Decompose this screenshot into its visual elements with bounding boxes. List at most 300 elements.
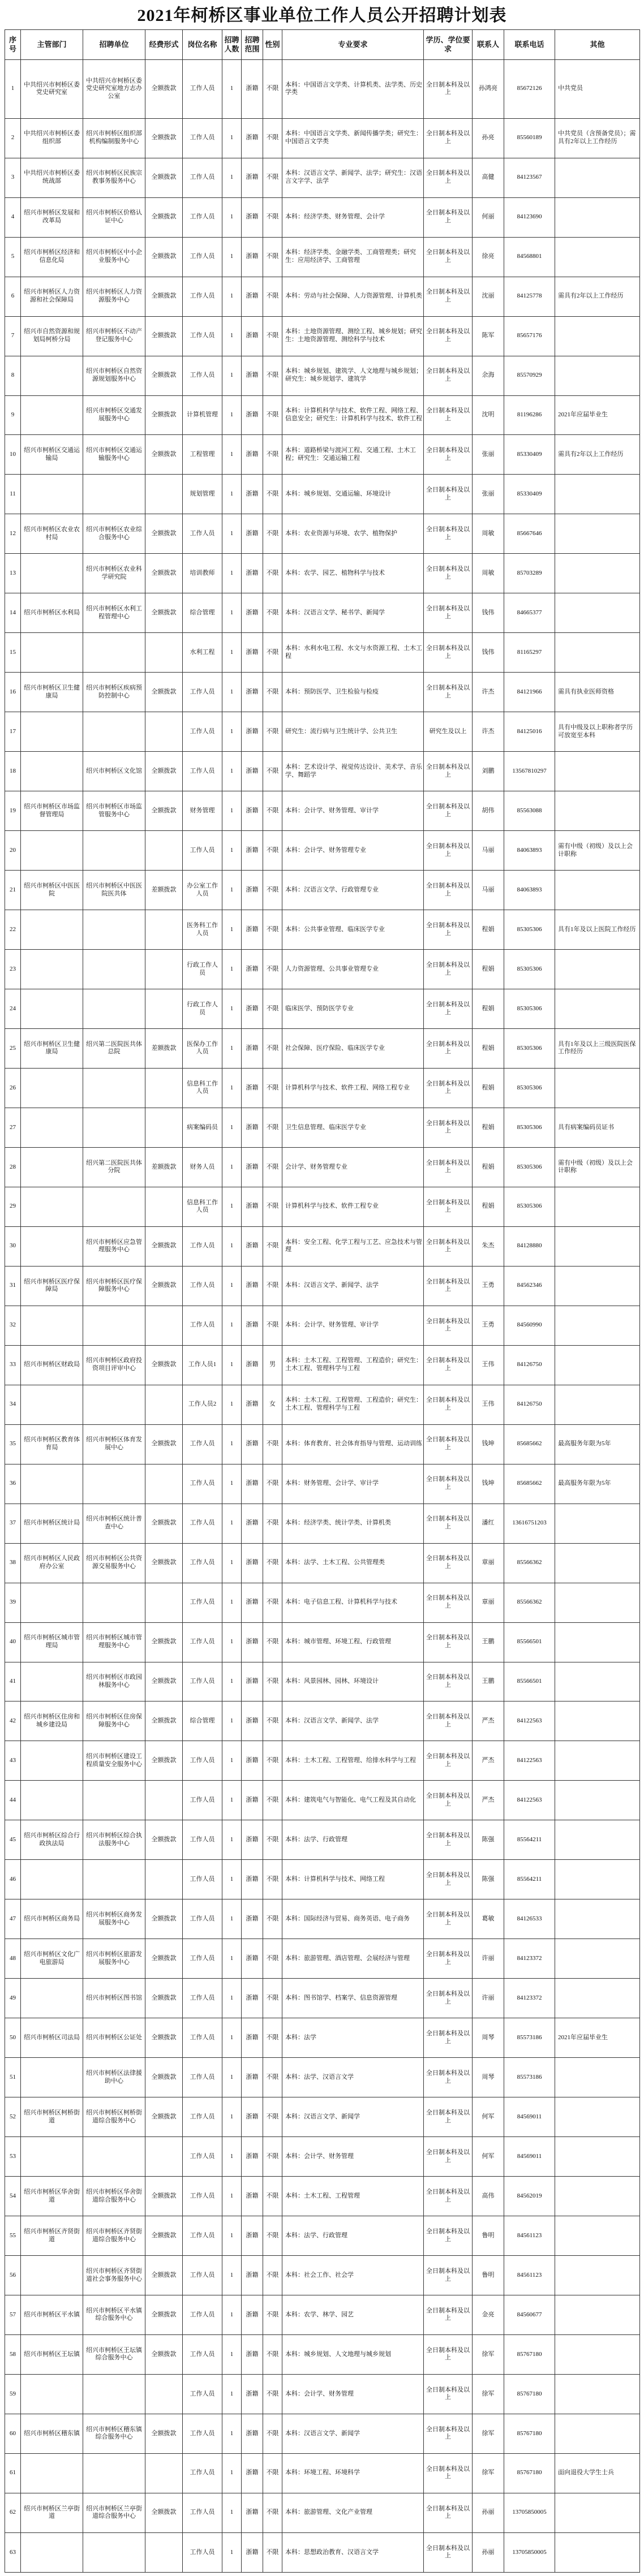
gender-cell: 不限 xyxy=(263,1424,282,1464)
education-cell: 全日制本科及以上 xyxy=(424,1108,473,1147)
table-row xyxy=(5,395,640,435)
scope-cell: 浙籍 xyxy=(242,2532,263,2572)
major-requirement-cell: 本科：安全工程、化学工程与工艺、应急技术与管理 xyxy=(282,1226,424,1266)
other-cell xyxy=(555,2295,640,2335)
gender-cell: 不限 xyxy=(263,1860,282,1899)
other-cell xyxy=(555,1781,640,1820)
table-row xyxy=(5,2532,640,2572)
education-cell: 全日制本科及以上 xyxy=(424,1622,473,1662)
count-cell: 1 xyxy=(222,1662,242,1701)
gender-cell: 不限 xyxy=(263,1939,282,1979)
funding-cell: 全额拨款 xyxy=(145,2414,183,2453)
funding-cell xyxy=(145,1781,183,1820)
department-cell xyxy=(21,1860,83,1899)
education-cell: 全日制本科及以上 xyxy=(424,2295,473,2335)
major-requirement-cell: 本科：农学、林学、园艺 xyxy=(282,2295,424,2335)
table-row xyxy=(5,673,640,712)
contact-cell: 孙丽 xyxy=(473,2532,504,2572)
gender-cell: 不限 xyxy=(263,197,282,237)
major-requirement-cell: 计算机科学与技术、软件工程、网络工程专业 xyxy=(282,1068,424,1108)
major-requirement-cell: 本科：计算机科学与技术、网络工程 xyxy=(282,1860,424,1899)
phone-cell: 84121966 xyxy=(504,673,555,712)
education-cell: 全日制本科及以上 xyxy=(424,2414,473,2453)
gender-cell: 不限 xyxy=(263,1662,282,1701)
other-cell xyxy=(555,316,640,356)
funding-cell xyxy=(145,1306,183,1345)
serial-cell: 18 xyxy=(5,752,21,791)
count-cell: 1 xyxy=(222,237,242,277)
table-row xyxy=(5,1583,640,1622)
unit-cell xyxy=(83,831,145,871)
gender-cell: 不限 xyxy=(263,2097,282,2137)
serial-cell: 3 xyxy=(5,158,21,197)
contact-cell: 程娟 xyxy=(473,989,504,1029)
unit-cell: 绍兴市柯桥区平水镇综合服务中心 xyxy=(83,2295,145,2335)
count-cell: 1 xyxy=(222,2414,242,2453)
other-cell xyxy=(555,1583,640,1622)
phone-cell: 85305306 xyxy=(504,1187,555,1226)
post-cell: 工作人员 xyxy=(183,1820,222,1860)
scope-cell: 浙籍 xyxy=(242,752,263,791)
education-cell: 全日制本科及以上 xyxy=(424,475,473,514)
count-cell: 1 xyxy=(222,1543,242,1583)
department-cell: 绍兴市柯桥区稽东镇 xyxy=(21,2414,83,2453)
post-cell: 工作人员 xyxy=(183,2097,222,2137)
gender-cell: 不限 xyxy=(263,950,282,989)
unit-cell: 绍兴市柯桥区市场监管服务中心 xyxy=(83,791,145,831)
post-cell: 工作人员 xyxy=(183,2058,222,2097)
unit-cell: 绍兴市柯桥区民族宗教事务服务中心 xyxy=(83,158,145,197)
department-cell: 绍兴市柯桥区兰亭街道 xyxy=(21,2493,83,2532)
serial-cell: 8 xyxy=(5,356,21,395)
table-row xyxy=(5,2374,640,2414)
scope-cell: 浙籍 xyxy=(242,910,263,950)
serial-cell: 7 xyxy=(5,316,21,356)
department-cell: 绍兴市柯桥区财政局 xyxy=(21,1345,83,1385)
gender-cell: 不限 xyxy=(263,356,282,395)
serial-cell: 35 xyxy=(5,1424,21,1464)
department-cell: 绍兴市柯桥区交通运输局 xyxy=(21,435,83,475)
contact-cell: 徐亮 xyxy=(473,237,504,277)
table-row xyxy=(5,277,640,316)
major-requirement-cell: 本科：体育教育、社会体育指导与管理、运动训练 xyxy=(282,1424,424,1464)
scope-cell: 浙籍 xyxy=(242,1266,263,1306)
major-requirement-cell: 计算机科学与技术、软件工程专业 xyxy=(282,1187,424,1226)
scope-cell: 浙籍 xyxy=(242,2177,263,2216)
phone-cell: 84569011 xyxy=(504,2137,555,2177)
scope-cell: 浙籍 xyxy=(242,1464,263,1504)
gender-cell: 不限 xyxy=(263,1979,282,2018)
funding-cell: 全额拨款 xyxy=(145,1939,183,1979)
serial-cell: 54 xyxy=(5,2177,21,2216)
phone-cell: 84562019 xyxy=(504,2177,555,2216)
unit-cell xyxy=(83,2453,145,2493)
major-requirement-cell: 本科：会计学、财务管理 xyxy=(282,2374,424,2414)
serial-cell: 5 xyxy=(5,237,21,277)
contact-cell: 程娟 xyxy=(473,1108,504,1147)
post-cell: 工作人员 xyxy=(183,1504,222,1543)
funding-cell xyxy=(145,1464,183,1504)
phone-cell: 85305306 xyxy=(504,910,555,950)
gender-cell: 不限 xyxy=(263,60,282,119)
post-cell: 工程管理 xyxy=(183,435,222,475)
education-cell: 全日制本科及以上 xyxy=(424,831,473,871)
education-cell: 全日制本科及以上 xyxy=(424,950,473,989)
unit-cell xyxy=(83,633,145,673)
education-cell: 全日制本科及以上 xyxy=(424,1306,473,1345)
gender-cell: 不限 xyxy=(263,277,282,316)
table-row xyxy=(5,2216,640,2256)
unit-cell: 绍兴市柯桥区公共资源交易服务中心 xyxy=(83,1543,145,1583)
other-cell xyxy=(555,554,640,593)
other-cell: 需有中级（初级）及以上会计职称 xyxy=(555,831,640,871)
contact-cell: 王勇 xyxy=(473,1266,504,1306)
scope-cell: 浙籍 xyxy=(242,791,263,831)
phone-cell: 84125778 xyxy=(504,277,555,316)
contact-cell: 严杰 xyxy=(473,1781,504,1820)
gender-cell: 不限 xyxy=(263,2018,282,2058)
unit-cell: 绍兴市柯桥区应急管理服务中心 xyxy=(83,1226,145,1266)
contact-cell: 许丽 xyxy=(473,1939,504,1979)
table-row xyxy=(5,2295,640,2335)
scope-cell: 浙籍 xyxy=(242,1583,263,1622)
major-requirement-cell: 本科：汉语言文学、新闻学、法学；研究生：汉语言文字学、法学 xyxy=(282,158,424,197)
major-requirement-cell: 本科：农学、园艺、植物科学与技术 xyxy=(282,554,424,593)
contact-cell: 钱伟 xyxy=(473,633,504,673)
header-cell: 联系电话 xyxy=(504,30,555,60)
unit-cell: 绍兴市柯桥区柯桥街道综合服务中心 xyxy=(83,2097,145,2137)
scope-cell: 浙籍 xyxy=(242,2414,263,2453)
education-cell: 全日制本科及以上 xyxy=(424,2256,473,2295)
education-cell: 全日制本科及以上 xyxy=(424,277,473,316)
contact-cell: 钱坤 xyxy=(473,1424,504,1464)
phone-cell: 13616751203 xyxy=(504,1504,555,1543)
scope-cell: 浙籍 xyxy=(242,1939,263,1979)
unit-cell: 绍兴市柯桥区稽东镇综合服务中心 xyxy=(83,2414,145,2453)
unit-cell: 绍兴市柯桥区农业科学研究院 xyxy=(83,554,145,593)
table-row xyxy=(5,2414,640,2453)
scope-cell: 浙籍 xyxy=(242,2018,263,2058)
funding-cell xyxy=(145,831,183,871)
post-cell: 工作人员 xyxy=(183,2216,222,2256)
contact-cell: 王勇 xyxy=(473,1306,504,1345)
department-cell xyxy=(21,2137,83,2177)
other-cell xyxy=(555,1741,640,1781)
serial-cell: 61 xyxy=(5,2453,21,2493)
department-cell: 绍兴市柯桥区农业农村局 xyxy=(21,514,83,554)
table-row xyxy=(5,1029,640,1069)
department-cell: 绍兴市柯桥区人力资源和社会保障局 xyxy=(21,277,83,316)
gender-cell: 不限 xyxy=(263,1583,282,1622)
count-cell: 1 xyxy=(222,1781,242,1820)
gender-cell: 不限 xyxy=(263,1464,282,1504)
unit-cell xyxy=(83,2532,145,2572)
serial-cell: 15 xyxy=(5,633,21,673)
post-cell: 医务科工作人员 xyxy=(183,910,222,950)
unit-cell: 绍兴市柯桥区体育发展中心 xyxy=(83,1424,145,1464)
post-cell: 工作人员 xyxy=(183,1464,222,1504)
post-cell: 工作人员 xyxy=(183,1741,222,1781)
department-cell xyxy=(21,1187,83,1226)
table-row xyxy=(5,2137,640,2177)
count-cell: 1 xyxy=(222,1979,242,2018)
header-cell: 招聘单位 xyxy=(83,30,145,60)
scope-cell: 浙籍 xyxy=(242,554,263,593)
unit-cell xyxy=(83,712,145,752)
table-row xyxy=(5,118,640,158)
funding-cell: 全额拨款 xyxy=(145,1424,183,1464)
scope-cell: 浙籍 xyxy=(242,237,263,277)
education-cell: 全日制本科及以上 xyxy=(424,237,473,277)
other-cell xyxy=(555,1543,640,1583)
major-requirement-cell: 本科：社会工作、社会学 xyxy=(282,2256,424,2295)
contact-cell: 章丽 xyxy=(473,1583,504,1622)
table-row xyxy=(5,60,640,119)
header-cell: 序号 xyxy=(5,30,21,60)
phone-cell: 85703289 xyxy=(504,554,555,593)
education-cell: 全日制本科及以上 xyxy=(424,2216,473,2256)
gender-cell: 女 xyxy=(263,1385,282,1424)
funding-cell xyxy=(145,1068,183,1108)
serial-cell: 44 xyxy=(5,1781,21,1820)
funding-cell: 全额拨款 xyxy=(145,2256,183,2295)
post-cell: 工作人员 xyxy=(183,1306,222,1345)
count-cell: 1 xyxy=(222,871,242,910)
gender-cell: 不限 xyxy=(263,2334,282,2374)
unit-cell xyxy=(83,475,145,514)
scope-cell: 浙籍 xyxy=(242,1662,263,1701)
other-cell xyxy=(555,1385,640,1424)
table-row xyxy=(5,1820,640,1860)
education-cell: 全日制本科及以上 xyxy=(424,1979,473,2018)
funding-cell: 全额拨款 xyxy=(145,277,183,316)
table-row xyxy=(5,752,640,791)
education-cell: 全日制本科及以上 xyxy=(424,1266,473,1306)
funding-cell: 差额拨款 xyxy=(145,1147,183,1187)
other-cell: 中共党员（含预备党员）；需具有2年以上工作经历 xyxy=(555,118,640,158)
serial-cell: 53 xyxy=(5,2137,21,2177)
post-cell: 工作人员 xyxy=(183,237,222,277)
other-cell: 最高服务年限为5年 xyxy=(555,1464,640,1504)
contact-cell: 鲁明 xyxy=(473,2216,504,2256)
phone-cell: 84063893 xyxy=(504,871,555,910)
gender-cell: 不限 xyxy=(263,2177,282,2216)
contact-cell: 许杰 xyxy=(473,673,504,712)
education-cell: 全日制本科及以上 xyxy=(424,989,473,1029)
contact-cell: 程娟 xyxy=(473,910,504,950)
serial-cell: 52 xyxy=(5,2097,21,2137)
table-row xyxy=(5,1424,640,1464)
unit-cell xyxy=(83,1385,145,1424)
unit-cell: 绍兴市柯桥区中医医院医共体 xyxy=(83,871,145,910)
unit-cell xyxy=(83,1464,145,1504)
education-cell: 全日制本科及以上 xyxy=(424,2532,473,2572)
table-row xyxy=(5,1701,640,1741)
post-cell: 工作人员 xyxy=(183,1939,222,1979)
phone-cell: 84123690 xyxy=(504,197,555,237)
major-requirement-cell: 本科：风景园林、园林、环境设计 xyxy=(282,1662,424,1701)
count-cell: 1 xyxy=(222,2532,242,2572)
serial-cell: 47 xyxy=(5,1899,21,1939)
education-cell: 全日制本科及以上 xyxy=(424,1504,473,1543)
scope-cell: 浙籍 xyxy=(242,60,263,119)
funding-cell xyxy=(145,989,183,1029)
phone-cell: 85573186 xyxy=(504,2058,555,2097)
gender-cell: 不限 xyxy=(263,633,282,673)
major-requirement-cell: 本科：土木工程、工程管理、工程造价；研究生：土木工程、管理科学与工程 xyxy=(282,1345,424,1385)
scope-cell: 浙籍 xyxy=(242,633,263,673)
other-cell: 中共党员 xyxy=(555,60,640,119)
phone-cell: 85563088 xyxy=(504,791,555,831)
other-cell: 2021年应届毕业生 xyxy=(555,2018,640,2058)
unit-cell: 绍兴第二医院医共体总院 xyxy=(83,1029,145,1069)
post-cell: 工作人员2 xyxy=(183,1385,222,1424)
contact-cell: 陈强 xyxy=(473,1820,504,1860)
post-cell: 行政工作人员 xyxy=(183,950,222,989)
contact-cell: 王伟 xyxy=(473,1385,504,1424)
phone-cell: 85566501 xyxy=(504,1662,555,1701)
funding-cell: 全额拨款 xyxy=(145,752,183,791)
phone-cell: 85573186 xyxy=(504,2018,555,2058)
scope-cell: 浙籍 xyxy=(242,197,263,237)
funding-cell: 全额拨款 xyxy=(145,1266,183,1306)
scope-cell: 浙籍 xyxy=(242,2334,263,2374)
education-cell: 全日制本科及以上 xyxy=(424,197,473,237)
major-requirement-cell: 本科：土木工程、工程管理 xyxy=(282,2177,424,2216)
department-cell: 绍兴市柯桥区王坛镇 xyxy=(21,2334,83,2374)
table-row xyxy=(5,2334,640,2374)
post-cell: 工作人员 xyxy=(183,712,222,752)
table-row xyxy=(5,1385,640,1424)
funding-cell xyxy=(145,2532,183,2572)
serial-cell: 41 xyxy=(5,1662,21,1701)
major-requirement-cell: 本科：经济学类、财务管理、会计学 xyxy=(282,197,424,237)
count-cell: 1 xyxy=(222,1899,242,1939)
major-requirement-cell: 本科：电子信息工程、计算机科学与技术 xyxy=(282,1583,424,1622)
education-cell: 全日制本科及以上 xyxy=(424,1424,473,1464)
gender-cell: 不限 xyxy=(263,2493,282,2532)
table-row xyxy=(5,554,640,593)
phone-cell: 84560990 xyxy=(504,1306,555,1345)
count-cell: 1 xyxy=(222,1860,242,1899)
education-cell: 全日制本科及以上 xyxy=(424,1029,473,1069)
funding-cell: 全额拨款 xyxy=(145,197,183,237)
major-requirement-cell: 本科：会计学、财务管理 xyxy=(282,2137,424,2177)
other-cell xyxy=(555,1187,640,1226)
count-cell: 1 xyxy=(222,791,242,831)
table-row xyxy=(5,1068,640,1108)
post-cell: 办公室工作人员 xyxy=(183,871,222,910)
post-cell: 工作人员 xyxy=(183,197,222,237)
scope-cell: 浙籍 xyxy=(242,1781,263,1820)
contact-cell: 何军 xyxy=(473,2097,504,2137)
post-cell: 病案编码员 xyxy=(183,1108,222,1147)
header-row xyxy=(5,30,640,60)
unit-cell: 绍兴市柯桥区政府投资项目评审中心 xyxy=(83,1345,145,1385)
funding-cell: 全额拨款 xyxy=(145,1701,183,1741)
department-cell xyxy=(21,950,83,989)
post-cell: 计算机管理 xyxy=(183,395,222,435)
funding-cell: 全额拨款 xyxy=(145,2295,183,2335)
serial-cell: 27 xyxy=(5,1108,21,1147)
contact-cell: 孙亮 xyxy=(473,118,504,158)
post-cell: 工作人员 xyxy=(183,1424,222,1464)
education-cell: 全日制本科及以上 xyxy=(424,871,473,910)
count-cell: 1 xyxy=(222,1504,242,1543)
other-cell xyxy=(555,2374,640,2414)
gender-cell: 不限 xyxy=(263,1108,282,1147)
serial-cell: 59 xyxy=(5,2374,21,2414)
other-cell xyxy=(555,791,640,831)
education-cell: 全日制本科及以上 xyxy=(424,1701,473,1741)
education-cell: 全日制本科及以上 xyxy=(424,1860,473,1899)
header-cell: 学历、学位要求 xyxy=(424,30,473,60)
funding-cell: 全额拨款 xyxy=(145,1622,183,1662)
phone-cell: 85305306 xyxy=(504,1068,555,1108)
serial-cell: 57 xyxy=(5,2295,21,2335)
department-cell: 绍兴市柯桥区卫生健康局 xyxy=(21,673,83,712)
scope-cell: 浙籍 xyxy=(242,514,263,554)
phone-cell: 84128880 xyxy=(504,1226,555,1266)
department-cell xyxy=(21,712,83,752)
education-cell: 全日制本科及以上 xyxy=(424,2334,473,2374)
phone-cell: 84122563 xyxy=(504,1741,555,1781)
count-cell: 1 xyxy=(222,2058,242,2097)
table-row xyxy=(5,871,640,910)
department-cell xyxy=(21,2453,83,2493)
scope-cell: 浙籍 xyxy=(242,356,263,395)
gender-cell: 不限 xyxy=(263,2058,282,2097)
phone-cell: 84123567 xyxy=(504,158,555,197)
education-cell: 全日制本科及以上 xyxy=(424,435,473,475)
scope-cell: 浙籍 xyxy=(242,277,263,316)
count-cell: 1 xyxy=(222,2453,242,2493)
education-cell: 研究生及以上 xyxy=(424,712,473,752)
count-cell: 1 xyxy=(222,989,242,1029)
phone-cell: 85672126 xyxy=(504,60,555,119)
gender-cell: 不限 xyxy=(263,712,282,752)
education-cell: 全日制本科及以上 xyxy=(424,1464,473,1504)
unit-cell: 绍兴市柯桥区市政园林服务中心 xyxy=(83,1662,145,1701)
contact-cell: 金亮 xyxy=(473,2295,504,2335)
gender-cell: 不限 xyxy=(263,2137,282,2177)
post-cell: 工作人员 xyxy=(183,2493,222,2532)
department-cell: 绍兴市柯桥区市场监督管理局 xyxy=(21,791,83,831)
unit-cell: 绍兴市柯桥区水利工程管理中心 xyxy=(83,593,145,633)
education-cell: 全日制本科及以上 xyxy=(424,633,473,673)
major-requirement-cell: 本科：经济学类、金融学类、工商管理类；研究生：应用经济学、工商管理 xyxy=(282,237,424,277)
serial-cell: 34 xyxy=(5,1385,21,1424)
count-cell: 1 xyxy=(222,831,242,871)
scope-cell: 浙籍 xyxy=(242,1306,263,1345)
table-row xyxy=(5,1345,640,1385)
count-cell: 1 xyxy=(222,1424,242,1464)
education-cell: 全日制本科及以上 xyxy=(424,673,473,712)
post-cell: 工作人员 xyxy=(183,2532,222,2572)
serial-cell: 12 xyxy=(5,514,21,554)
count-cell: 1 xyxy=(222,1068,242,1108)
phone-cell: 84125016 xyxy=(504,712,555,752)
other-cell xyxy=(555,593,640,633)
phone-cell: 85564211 xyxy=(504,1860,555,1899)
major-requirement-cell: 本科：汉语言文学、新闻学 xyxy=(282,2097,424,2137)
unit-cell: 绍兴市柯桥区商务发展服务中心 xyxy=(83,1899,145,1939)
table-row xyxy=(5,712,640,752)
department-cell: 绍兴市柯桥区文化广电旅游局 xyxy=(21,1939,83,1979)
serial-cell: 49 xyxy=(5,1979,21,2018)
education-cell: 全日制本科及以上 xyxy=(424,118,473,158)
major-requirement-cell: 本科：艺术设计学、视觉传达设计、美术学、音乐学、舞蹈学 xyxy=(282,752,424,791)
